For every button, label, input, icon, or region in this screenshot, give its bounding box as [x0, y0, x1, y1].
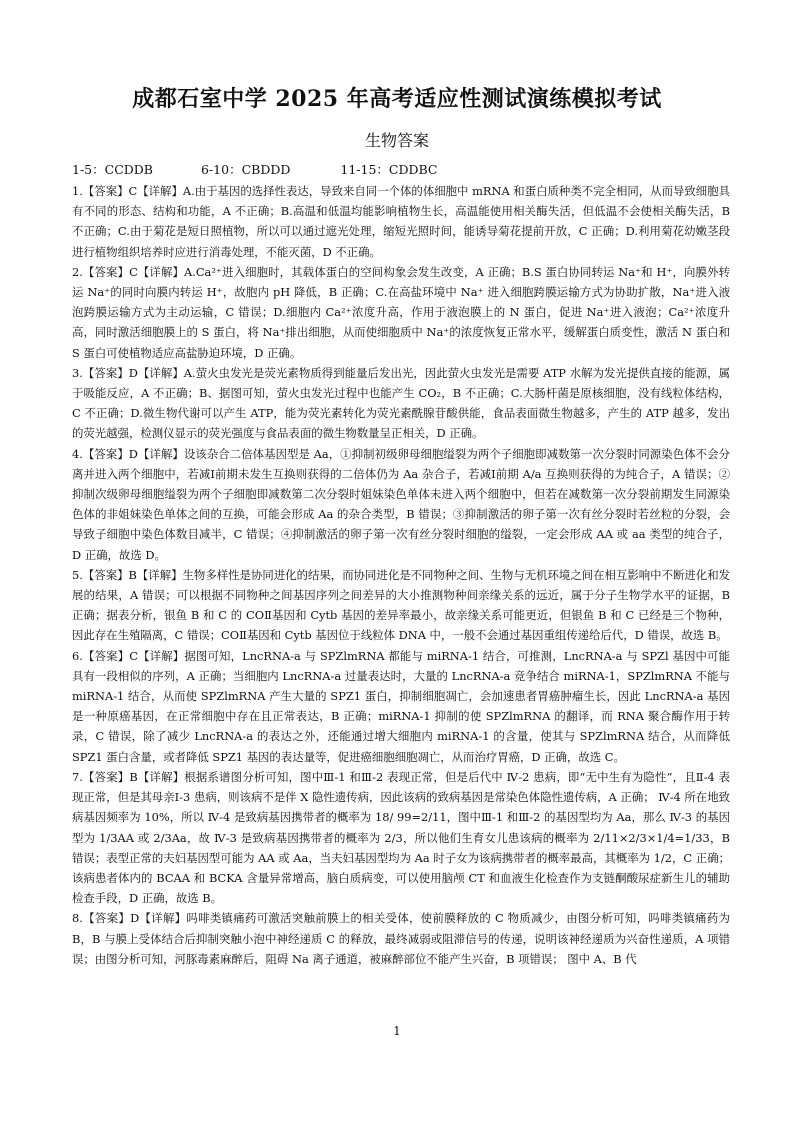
answer-item-7: 7.【答案】B【详解】根据系谱图分析可知，图中Ⅲ-1 和Ⅲ-2 表现正常，但是后代中 Ⅳ-2 患病，即“无中生有为隐性”，且Ⅱ-4 表现正常，但是其母亲Ⅰ-3 患病，则该病不是伴 X 隐性遗传病，因此该病的致病基因是常染色体隐性遗传病，A 正确； Ⅳ-4 所在地致病基因频率为 10%，所以 Ⅳ-4 是致病基因携带者的概率为 18/ 99=2/11，图中Ⅲ-1 和Ⅲ-2 的基因型均为 Aa，那么 Ⅳ-3 的基因型为 1/3AA 或 2/3Aa，故 Ⅳ-3 是致病基因携带者的概率为 2/3，所以他们生育女儿患该病的概率为 2/11×2/3×1/4=1/33，B 错误；表型正常的夫妇基因型可能为 AA 或 Aa，当夫妇基因型均为 Aa 时子女为该病携带者的概率最高，其概率为 1/2，C 正确；该病患者体内的 BCAA 和 BCKA 含量异常增高，脑白质病变，可以使用脑颅 CT 和血液生化检查作为支链酮酸尿症新生儿的辅助检查手段，D 正确，故选 B。 [72, 769, 730, 906]
answer-item-2: 2.【答案】C【详解】A.Ca²⁺进入细胞时，其载体蛋白的空间构象会发生改变，A 正确；B.S 蛋白协同转运 Na⁺和 H⁺，向膜外转运 Na⁺的同时向膜内转运 H⁺，故胞内 pH 降低，B 正确；C.在高盐环境中 Na⁺ 进入细胞跨膜运输方式为协助扩散，Na⁺进入液泡跨膜运输方式为主动运输，C 错误；D.细胞内 Ca²⁺浓度升高，作用于液泡膜上的 N 蛋白，促进 Na⁺进入液泡；Ca²⁺浓度升高，同时激活细胞膜上的 S 蛋白，将 Na⁺排出细胞，从而使细胞质中 Na⁺的浓度恢复正常水平，缓解蛋白质变性，激活 N 蛋白和 S 蛋白可使植物适应高盐胁迫环境，D 正确。 [72, 264, 730, 360]
answer-item-8: 8.【答案】D【详解】吗啡类镇痛药可激活突触前膜上的相关受体，使前膜释放的 C 物质减少，由图分析可知，吗啡类镇痛药为 B，B 与膜上受体结合后抑制突触小泡中神经递质 C 的释放，最终减弱或阻滞信号的传递，说明该神经递质为兴奋性递质，A 项错误；由图分析可知，河豚毒素麻醉后，阻碍 Na 离子通道，被麻醉部位不能产生兴奋，B 项错误； 图中 A、B 代 [72, 911, 730, 966]
page-subtitle: 生物答案 [364, 131, 429, 150]
answer-key-group-2: 6-10：CBDDD [200, 162, 291, 177]
answer-item-1: 1.【答案】C【详解】A.由于基因的选择性表达，导致来自同一个体的体细胞中 mRNA 和蛋白质种类不完全相同，从而导致细胞具有不同的形态、结构和功能，A 不正确；B.高温和低温均能影响植物生长，高温能使用相关酶失活，但低温不会使相关酶失活，B 不正确；C.由于菊花是短日照植物，所以可以通过遮光处理，缩短光照时间，能诱导菊花提前开放，C 正确；D.利用菊花幼嫩茎段进行植物组织培养时应进行消毒处理，不能灭菌，D 不正确。 [72, 184, 730, 259]
page-title: 成都石室中学 2025 年高考适应性测试演练模拟考试 [132, 86, 662, 112]
answer-item-6: 6.【答案】C【详解】据图可知，LncRNA-a 与 SPZlmRNA 都能与 miRNA-1 结合，可推测，LncRNA-a 与 SPZl 基因中可能具有一段相似的序列，A 正确；当细胞内 LncRNA-a 过量表达时，大量的 LncRNA-a 竞争结合 miRNA-1，SPZlmRNA 不能与 miRNA-1 结合，从而使 SPZlmRNA 产生大量的 SPZ1 蛋白，抑制细胞凋亡，会加速患者胃癌肿瘤生长，因此 LncRNA-a 基因是一种原癌基因，在正常细胞中存在且正常表达，B 正确；miRNA-1 抑制的使 SPZlmRNA 的翻译，而 RNA 聚合酶作用于转录，C 错误，除了减少 LncRNA-a 的表达之外，还能通过增大细胞内 miRNA-1 的含量，使其与 SPZlmRNA 结合，从而降低 SPZ1 蛋白含量，或者降低 SPZ1 基因的表达量等，促进癌细胞细胞凋亡，从而治疗胃癌，D 正确，故选 C。 [72, 648, 730, 764]
answer-item-4: 4.【答案】D【详解】设该杂合二倍体基因型是 Aa，①抑制初级卵母细胞缢裂为两个子细胞即减数第一次分裂时同源染色体不会分离并进入两个细胞中，若减Ⅰ前期未发生互换则获得的二倍体仍为 Aa 杂合子，若减Ⅰ前期 A/a 互换则获得的为纯合子，A 错误；②抑制次级卵母细胞缢裂为两个子细胞即减数第二次分裂时姐妹染色单体未进入两个细胞中，但若在减数第一次分裂前期发生同源染色体的非姐妹染色单体之间的互换，可能会形成 Aa 的杂合类型，B 错误；③抑制激活的卵子第一次有丝分裂时若丝粒的分裂，会导致子细胞中染色体数目减半，C 错误；④抑制激活的卵子第一次有丝分裂时细胞的缢裂，一定会形成 AA 或 aa 类型的纯合子，D 正确，故选 D。 [72, 446, 730, 562]
answer-key-group-1: 1-5：CCDDB [72, 162, 153, 177]
answer-key-summary [72, 160, 732, 178]
answer-item-3: 3.【答案】D【详解】A.萤火虫发光是荧光素物质得到能量后发出光，因此萤火虫发光是需要 ATP 水解为发光提供直接的能源，属于吸能反应，A 不正确；B、据图可知，萤火虫发光过程中也能产生 CO₂，B 不正确；C.大肠杆菌是原核细胞，没有线粒体结构，C 不正确；D.微生物代谢可以产生 ATP，能为荧光素转化为荧光素酰腺苷酸供能，食品表面微生物越多，产生的 ATP 越多，发出的荧光越强，检测仪显示的荧光强度与食品表面的微生物数量呈正相关，D 正确。 [72, 365, 730, 441]
answer-explanations [72, 181, 730, 1011]
page-number: 1 [393, 1024, 401, 1038]
answer-item-5: 5.【答案】B【详解】生物多样性是协同进化的结果，而协同进化是不同物种之间、生物与无机环境之间在相互影响中不断进化和发展的结果，A 错误；可以根据不同物种之间基因序列之间差异的大小推测物种间亲缘关系的远近，属于分子生物学水平的证据，B 正确；据表分析，银鱼 B 和 C 的 COⅡ基因和 Cytb 基因的差异率最小，故亲缘关系可能更近，但银鱼 B 和 C 已经是三个物种，因此存在生殖隔离，C 错误；COⅡ基因和 Cytb 基因位于线粒体 DNA 中，一般不会通过基因重组传递给后代，D 错误，故选 B。 [72, 567, 730, 643]
answer-key-group-3: 11-15：CDDBC [340, 162, 438, 177]
